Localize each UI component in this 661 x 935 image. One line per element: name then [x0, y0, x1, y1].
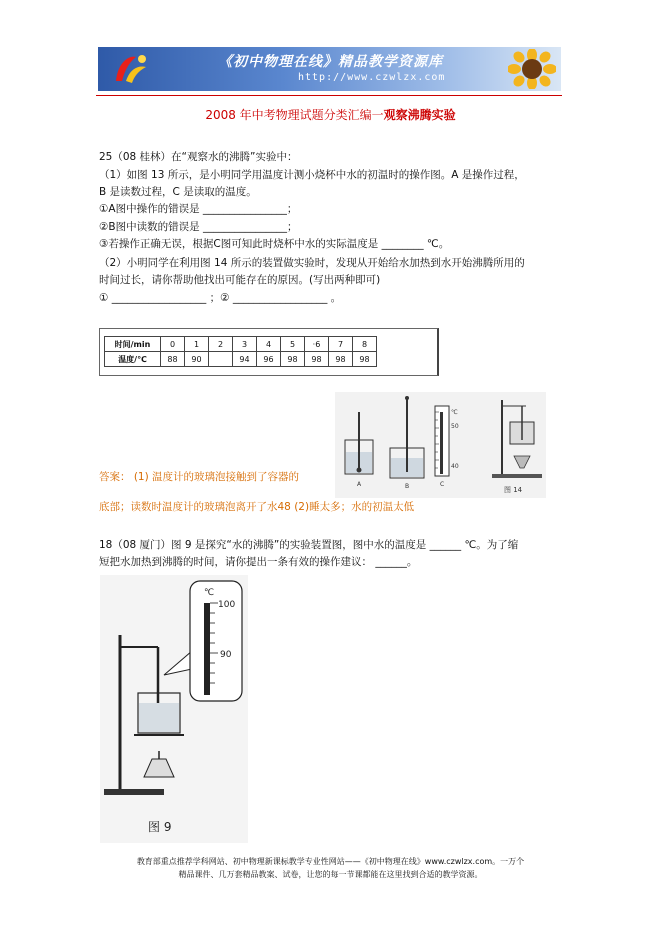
- q25-line-4: ①A图中操作的错误是 ________________；: [99, 203, 298, 215]
- f13-scale-50: 50: [451, 423, 459, 430]
- f9-scale-90: 90: [220, 650, 232, 660]
- header-banner: [98, 47, 561, 91]
- f13-label-c: C: [440, 481, 445, 488]
- table-cell: 94: [233, 352, 257, 367]
- table-cell: 88: [161, 352, 185, 367]
- f13-label-b: B: [405, 483, 410, 490]
- q25-line-1: 25（08 桂林）在“观察水的沸腾”实验中：: [99, 151, 298, 163]
- time-temperature-table: [104, 336, 377, 367]
- f13-scale-40: 40: [451, 463, 459, 470]
- f13-scale-unit: ℃: [451, 409, 458, 416]
- banner-title: 《初中物理在线》精品教学资源库: [218, 54, 443, 70]
- table-cell: 98: [305, 352, 329, 367]
- q18-line-2: 短把水加热到沸腾的时间，请你提出一条有效的操作建议： ______。: [99, 556, 418, 568]
- footer-line-1: 教育部重点推荐学科网站、初中物理新课标教学专业性网站——《初中物理在线》www.czwlzx.com。一万个: [136, 857, 525, 866]
- sunflower-icon: [508, 49, 556, 89]
- table-row: [105, 352, 377, 367]
- table-head-temp: 温度/℃: [105, 352, 161, 367]
- q25-line-6: ③若操作正确无误，根据C图可知此时烧杯中水的实际温度是 ________ ℃。: [99, 238, 450, 250]
- answer-line-1: 答案： (1) 温度计的玻璃泡接触到了容器的: [99, 471, 300, 483]
- table-cell: 98: [281, 352, 305, 367]
- answer-line-2: 底部；读数时温度计的玻璃泡离开了水48 (2)睡太多；水的初温太低: [99, 501, 415, 513]
- figure-9-boiling-apparatus: [100, 575, 248, 843]
- table-head-time: 时间/min: [105, 337, 161, 352]
- header-rule: [96, 95, 562, 96]
- table-cell: ·6: [305, 337, 329, 352]
- table-cell: 4: [257, 337, 281, 352]
- figure-14-apparatus: [488, 392, 546, 498]
- q18-line-1: 18（08 厦门）图 9 是探究“水的沸腾”的实验装置图，图中水的温度是 ______ ℃。为了缩: [99, 539, 519, 551]
- table-cell: 98: [353, 352, 377, 367]
- page-topic: 观察沸腾实验: [383, 108, 456, 122]
- table-cell: 1: [185, 337, 209, 352]
- footer-line-2: 精品课件、几万套精品教案、试卷，让您的每一节课都能在这里找到合适的教学资源。: [178, 870, 483, 879]
- table-row: [105, 337, 377, 352]
- q25-line-9: ① __________________ ；② __________________ 。: [99, 292, 342, 304]
- table-cell: 96: [257, 352, 281, 367]
- q25-line-8: 时间过长，请你帮助他找出可能存在的原因。(写出两种即可): [99, 274, 381, 286]
- page-title: 2008 年中考物理试题分类汇编一观察沸腾实验: [205, 108, 456, 122]
- q25-line-5: ②B图中读数的错误是 ________________；: [99, 221, 298, 233]
- q25-line-3: B 是读数过程，C 是读取的温度。: [99, 186, 257, 198]
- table-cell: 2: [209, 337, 233, 352]
- table-cell: 0: [161, 337, 185, 352]
- site-logo-icon: [108, 51, 152, 87]
- table-cell: 8: [353, 337, 377, 352]
- f13-label-a: A: [357, 481, 362, 488]
- q25-line-2: （1）如图 13 所示，是小明同学用温度计测小烧杯中水的初温时的操作图。A 是操作过程，: [99, 169, 525, 181]
- table-cell: 3: [233, 337, 257, 352]
- banner-url[interactable]: http://www.czwlzx.com: [298, 72, 446, 83]
- table-cell: 90: [185, 352, 209, 367]
- f9-scale-100: 100: [218, 600, 236, 610]
- f14-label: 图 14: [504, 486, 523, 494]
- table-cell: [209, 352, 233, 367]
- table-cell: 7: [329, 337, 353, 352]
- q25-line-7: （2）小明同学在利用图 14 所示的装置做实验时，发现从开始给水加热到水开始沸腾所用的: [99, 257, 525, 269]
- table-cell: 98: [329, 352, 353, 367]
- f9-label: 图 9: [148, 820, 172, 834]
- table-cell: 5: [281, 337, 305, 352]
- f9-unit: ℃: [204, 588, 215, 598]
